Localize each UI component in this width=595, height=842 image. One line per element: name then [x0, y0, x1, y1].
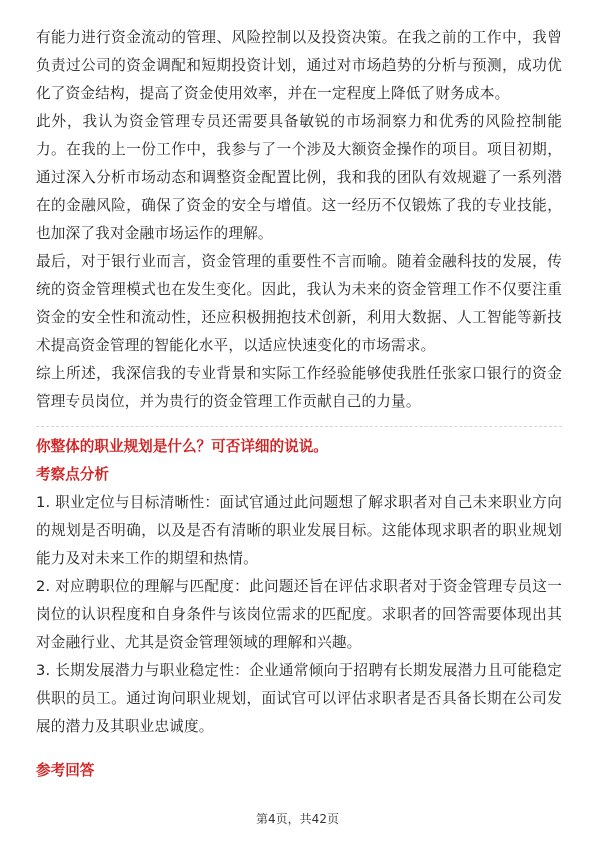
answer-paragraph: 此外，我认为资金管理专员还需要具备敏锐的市场洞察力和优秀的风险控制能力。在我的上一份工作中，我参与了一个涉及大额资金操作的项目。项目初期，通过深入分析市场动态和调整资金配置比例，我和我的团队有效规避了一系列潜在的金融风险，确保了资金的安全与增值。这一经历不仅锻炼了我的专业技能，也加深了我对金融市场运作的理解。	[36, 113, 562, 242]
answer-paragraph: 最后，对于银行业而言，资金管理的重要性不言而喻。随着金融科技的发展，传统的资金管理模式也在发生变化。因此，我认为未来的资金管理工作不仅要注重资金的安全性和流动性，还应积极拥抱技术创新，利用大数据、人工智能等新技术提高资金管理的智能化水平，以适应快速变化的市场需求。	[36, 253, 562, 354]
page-content	[36, 24, 562, 785]
analysis-heading: 考察点分析	[36, 466, 109, 483]
page-number-footer: 第4页，共42页	[256, 812, 339, 826]
section-divider	[36, 426, 562, 427]
analysis-point: 2. 对应聘职位的理解与匹配度：此问题还旨在评估求职者对于资金管理专员这一岗位的认识程度和自身条件与该岗位需求的匹配度。求职者的回答需要体现出其对金融行业、尤其是资金管理领域的理解和兴趣。	[36, 578, 562, 651]
answer-paragraph: 综上所述，我深信我的专业背景和实际工作经验能够使我胜任张家口银行的资金管理专员岗位，并为贵行的资金管理工作贡献自己的力量。	[36, 365, 562, 410]
analysis-point: 1. 职业定位与目标清晰性：面试官通过此问题想了解求职者对自己未来职业方向的规划是否明确，以及是否有清晰的职业发展目标。这能体现求职者的职业规划能力及对未来工作的期望和热情。	[36, 494, 562, 567]
interview-question: 你整体的职业规划是什么？可否详细的说说。	[36, 438, 328, 455]
analysis-point: 3. 长期发展潜力与职业稳定性：企业通常倾向于招聘有长期发展潜力且可能稳定供职的员工。通过询问职业规划，面试官可以评估求职者是否具备长期在公司发展的潜力及其职业忠诚度。	[36, 662, 562, 735]
reference-answer-heading: 参考回答	[36, 762, 95, 779]
answer-paragraph: 有能力进行资金流动的管理、风险控制以及投资决策。在我之前的工作中，我曾负责过公司的资金调配和短期投资计划，通过对市场趋势的分析与预测，成功优化了资金结构，提高了资金使用效率，并在一定程度上降低了财务成本。	[36, 29, 562, 102]
